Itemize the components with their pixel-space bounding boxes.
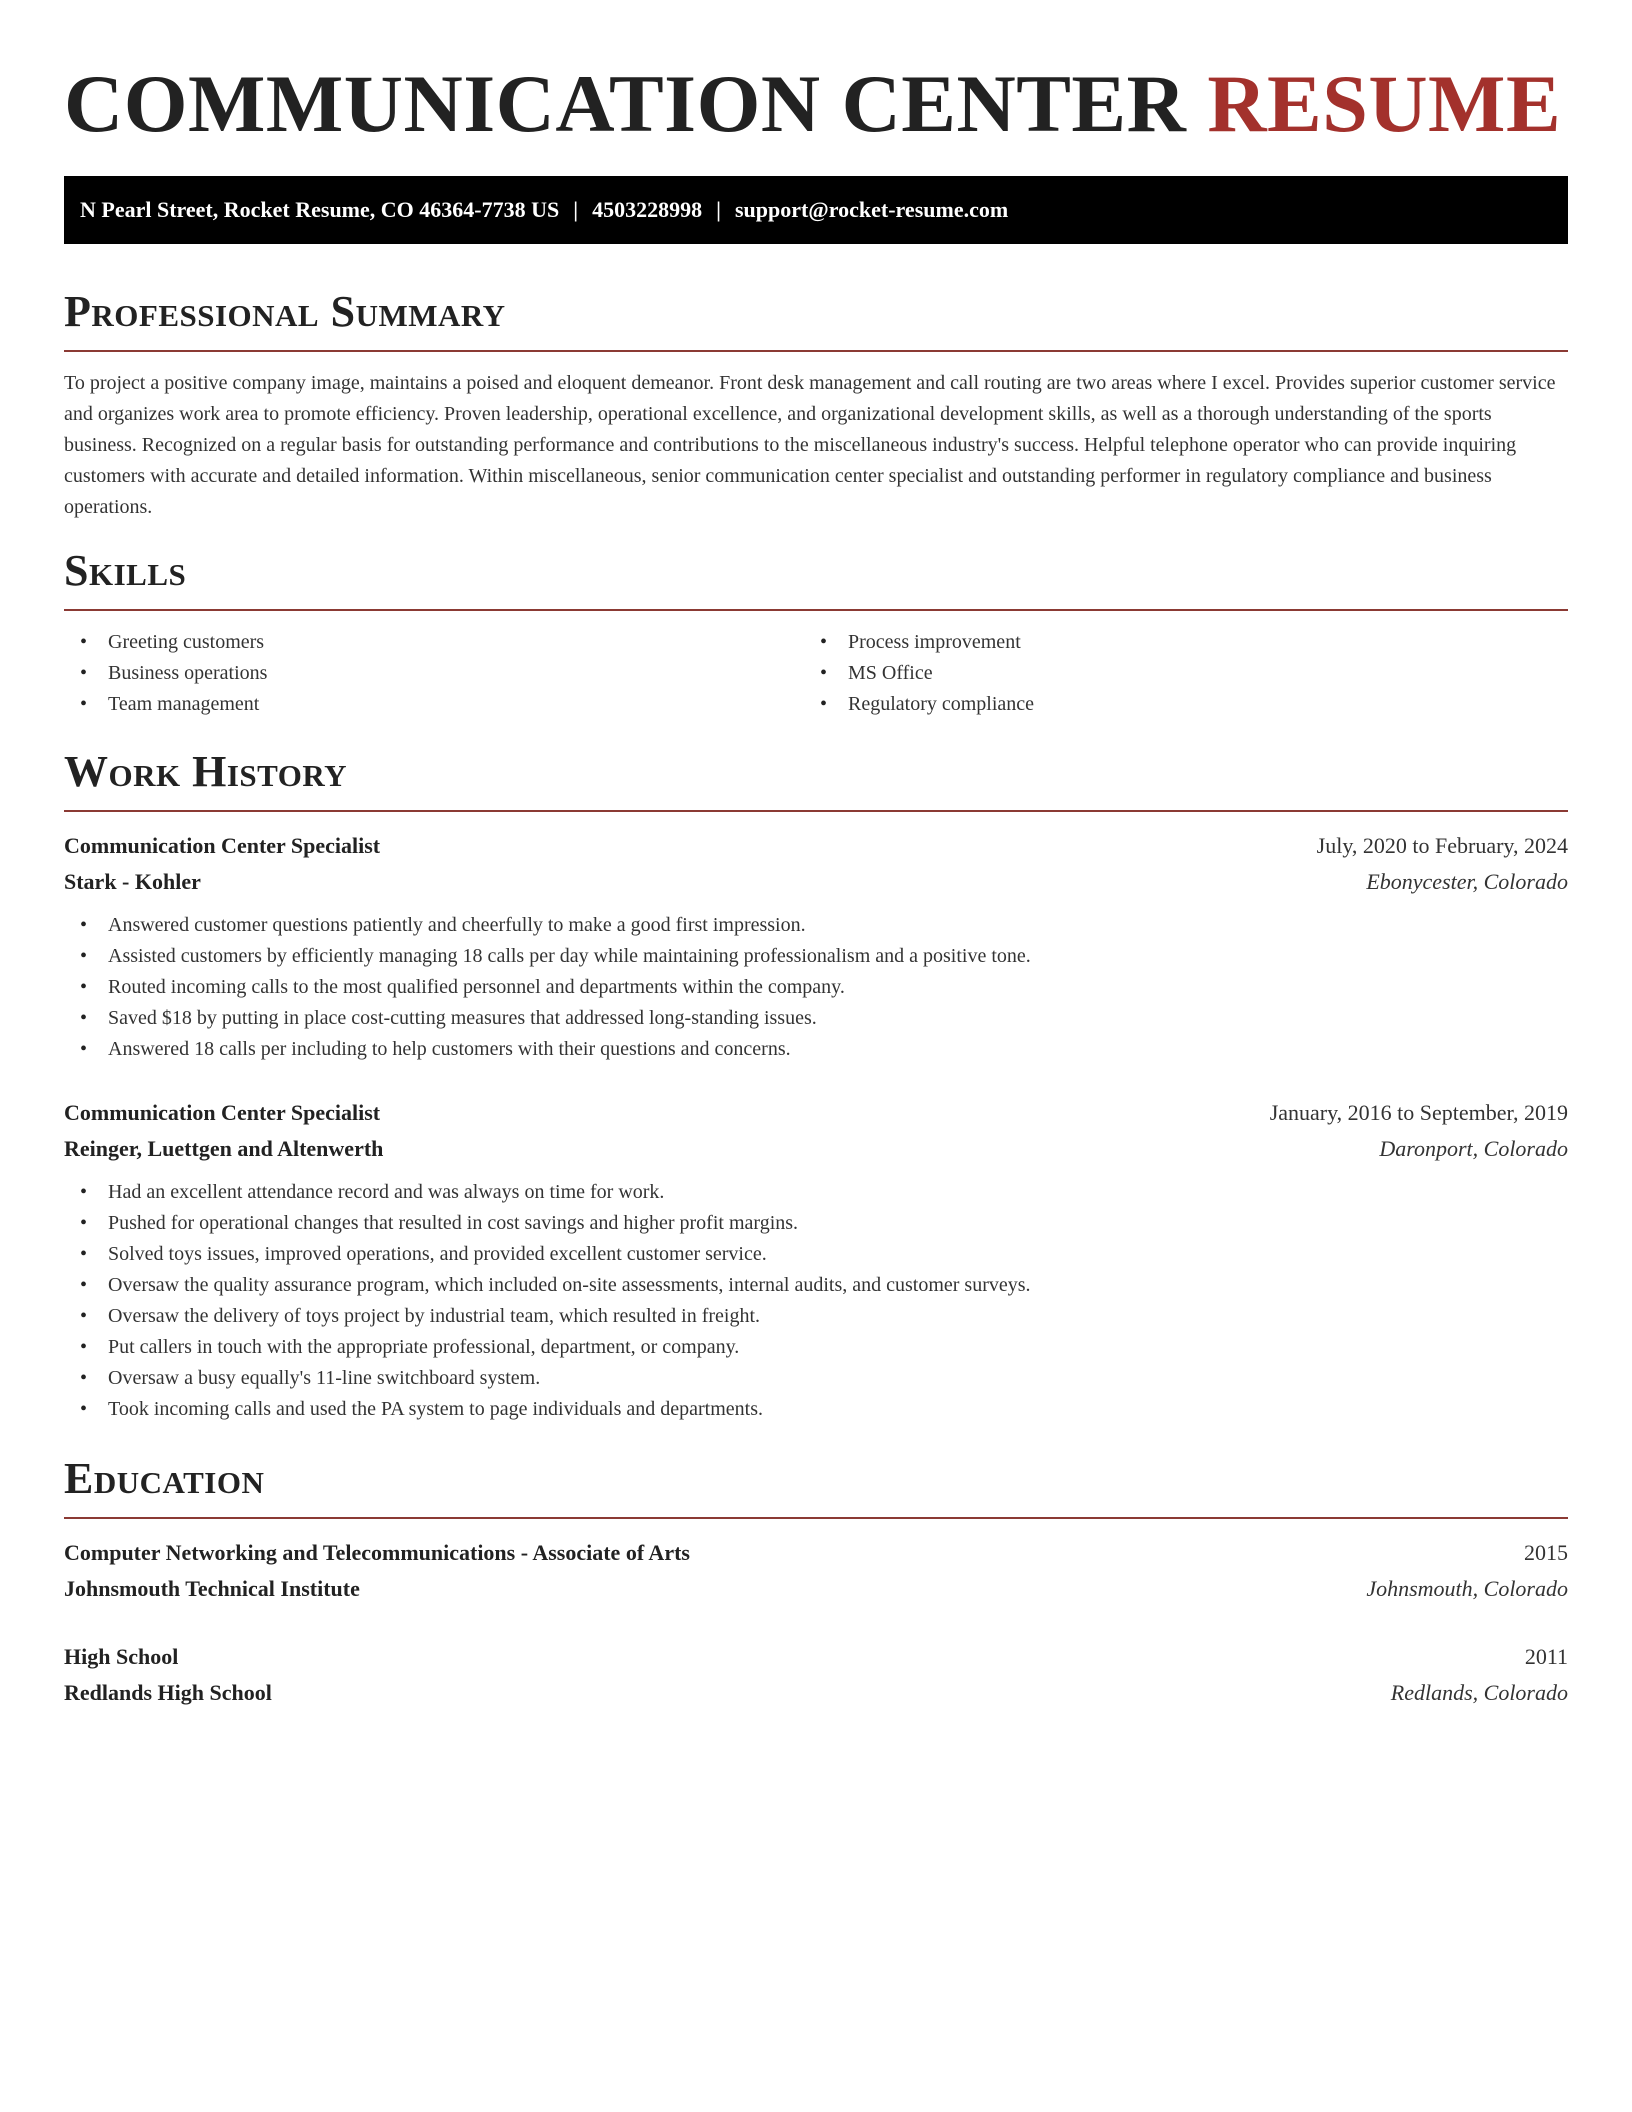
job-bullet: • Answered 18 calls per including to help customers with their questions and concerns. <box>64 1034 1568 1065</box>
job-entry <box>64 828 1568 1065</box>
contact-phone[interactable]: 4503228998 <box>592 197 703 222</box>
education-school: Johnsmouth Technical Institute <box>64 1576 360 1601</box>
education-entry <box>64 1535 1568 1607</box>
education-degree: Computer Networking and Telecommunications - Associate of Arts <box>64 1540 690 1565</box>
skill-item: • Business operations <box>64 658 804 689</box>
skill-item: • Process improvement <box>804 627 1544 658</box>
education-year: 2011 <box>1524 1644 1568 1669</box>
contact-separator: | <box>573 197 579 222</box>
job-company-row <box>64 864 1568 900</box>
job-bullet: • Answered customer questions patiently and cheerfully to make a good first impression. <box>64 910 1568 941</box>
job-bullet: • Oversaw the quality assurance program, which included on-site assessments, internal audits, and customer surveys. <box>64 1270 1568 1301</box>
contact-address: N Pearl Street, Rocket Resume, CO 46364-7738 US <box>80 197 560 222</box>
job-bullet: • Had an excellent attendance record and was always on time for work. <box>64 1177 1568 1208</box>
education-location: Johnsmouth, Colorado <box>1366 1576 1568 1601</box>
job-bullet: • Put callers in touch with the appropriate professional, department, or company. <box>64 1332 1568 1363</box>
education-location: Redlands, Colorado <box>1390 1680 1568 1705</box>
resume-page <box>64 0 1568 1711</box>
job-title: Communication Center Specialist <box>64 833 381 858</box>
job-dates: January, 2016 to September, 2019 <box>1269 1100 1568 1125</box>
title-main: COMMUNICATION CENTER <box>64 58 1187 149</box>
education-degree: High School <box>64 1644 179 1669</box>
job-bullet: • Routed incoming calls to the most qualified personnel and departments within the company. <box>64 972 1568 1003</box>
skill-item: • Greeting customers <box>64 627 804 658</box>
education-degree-row <box>64 1639 1568 1675</box>
education-year: 2015 <box>1524 1540 1568 1565</box>
skill-item: • Team management <box>64 689 804 720</box>
title-accent: RESUME <box>1207 58 1562 149</box>
skill-item: • Regulatory compliance <box>804 689 1544 720</box>
job-title-row <box>64 828 1568 864</box>
skills-list <box>64 627 1568 720</box>
education-school-row <box>64 1571 1568 1607</box>
contact-bar <box>64 176 1568 244</box>
education-entry <box>64 1639 1568 1711</box>
job-entry <box>64 1095 1568 1425</box>
job-company: Stark - Kohler <box>64 869 201 894</box>
skills-heading: Skills <box>64 543 1568 611</box>
job-title-row <box>64 1095 1568 1131</box>
job-bullet: • Oversaw the delivery of toys project by industrial team, which resulted in freight. <box>64 1301 1568 1332</box>
job-company-row <box>64 1131 1568 1167</box>
skills-column-right <box>804 627 1544 720</box>
contact-separator: | <box>716 197 721 222</box>
education-degree-row <box>64 1535 1568 1571</box>
skills-column-left <box>64 627 804 720</box>
job-bullet: • Solved toys issues, improved operations, and provided excellent customer service. <box>64 1239 1568 1270</box>
job-bullet: • Oversaw a busy equally's 11-line switchboard system. <box>64 1363 1568 1394</box>
job-bullet: • Saved $18 by putting in place cost-cutting measures that addressed long-standing issues. <box>64 1003 1568 1034</box>
skill-item: • MS Office <box>804 658 1544 689</box>
job-bullet: • Assisted customers by efficiently managing 18 calls per day while maintaining professionalism and a positive tone. <box>64 941 1568 972</box>
job-bullets <box>64 1177 1568 1425</box>
contact-email[interactable]: support@rocket-resume.com <box>734 197 1009 222</box>
job-location: Daronport, Colorado <box>1379 1136 1568 1161</box>
job-title: Communication Center Specialist <box>64 1100 381 1125</box>
job-bullet: • Pushed for operational changes that resulted in cost savings and higher profit margins. <box>64 1208 1568 1239</box>
education-school-row <box>64 1675 1568 1711</box>
job-dates: July, 2020 to February, 2024 <box>1316 833 1568 858</box>
summary-heading: Professional Summary <box>64 284 1568 352</box>
job-bullets <box>64 910 1568 1065</box>
resume-title <box>64 0 1568 152</box>
summary-text: To project a positive company image, maintains a poised and eloquent demeanor. Front desk management and call routing are two areas where I excel. Provides superior customer service and organizes work area to promote efficiency. Proven leadership, operational excellence, and organizational development skills, as well as a thorough understanding of the sports business. Recognized on a regular basis for outstanding performance and contributions to the miscellaneous industry's success. Helpful telephone operator who can provide inquiring customers with accurate and detailed information. Within miscellaneous, senior communication center specialist and outstanding performer in regulatory compliance and business operations. <box>64 372 1556 518</box>
education-school: Redlands High School <box>64 1680 272 1705</box>
job-bullet: • Took incoming calls and used the PA system to page individuals and departments. <box>64 1394 1568 1425</box>
education-heading: Education <box>64 1451 1568 1519</box>
job-company: Reinger, Luettgen and Altenwerth <box>64 1136 384 1161</box>
job-location: Ebonycester, Colorado <box>1366 869 1568 894</box>
work-history-heading: Work History <box>64 744 1568 812</box>
